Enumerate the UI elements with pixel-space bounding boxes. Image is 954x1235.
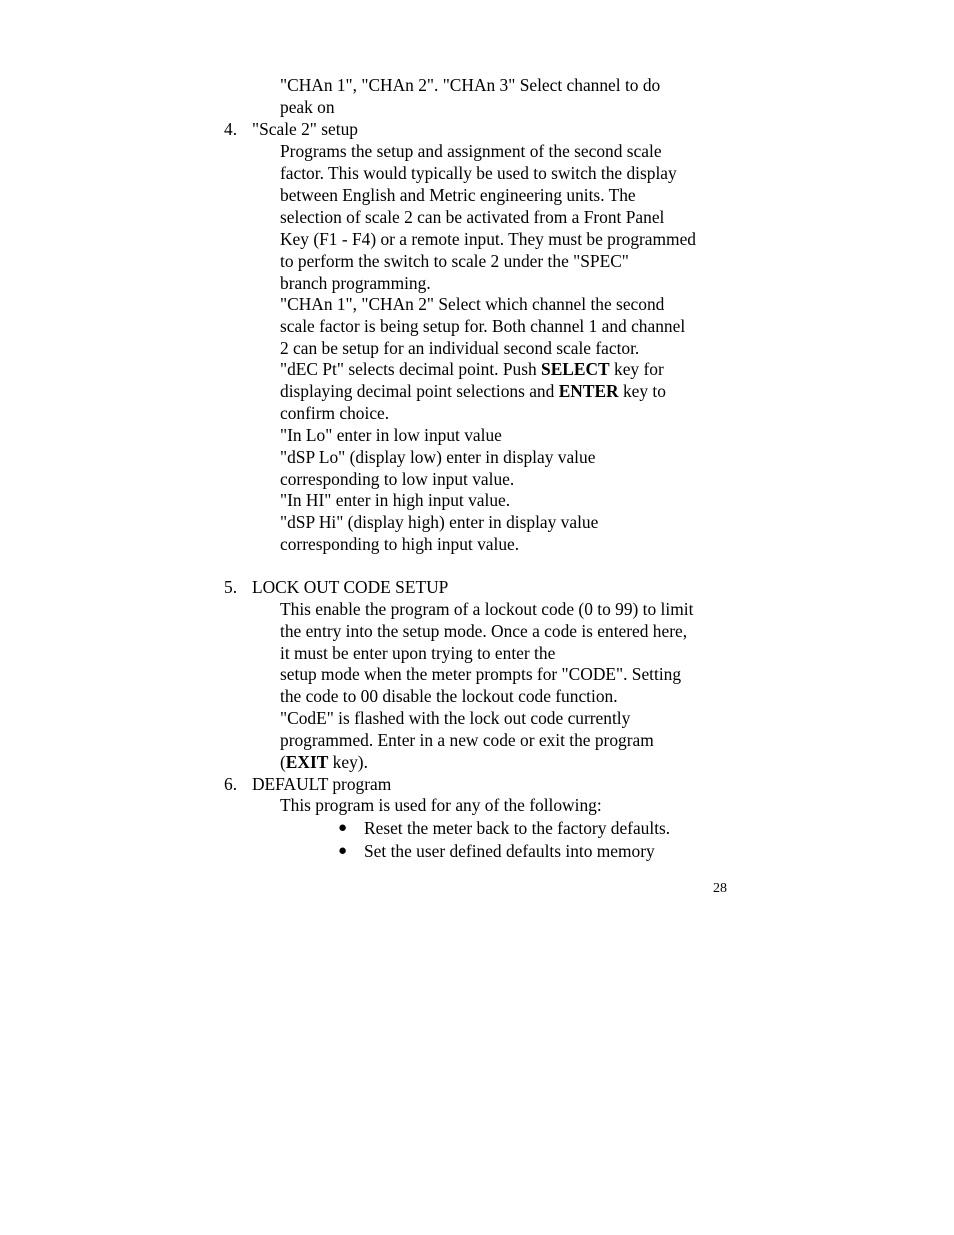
paragraph-line (280, 358, 664, 380)
paragraph-line: "dSP Hi" (display high) enter in display value (280, 512, 599, 532)
paragraph-line: confirm choice. (280, 403, 390, 423)
list-number: 5. (224, 577, 238, 597)
paragraph-line: "In HI" enter in high input value. (280, 490, 511, 510)
paragraph-line: programmed. Enter in a new code or exit the program (280, 730, 654, 750)
bullet-icon: ● (338, 820, 348, 836)
section-heading: "Scale 2" setup (252, 119, 358, 139)
paragraph-line: selection of scale 2 can be activated from a Front Panel (280, 207, 665, 227)
paragraph-line: Key (F1 - F4) or a remote input. They must be programmed (280, 229, 696, 249)
paragraph-line: branch programming. (280, 273, 431, 293)
intro-line: peak on (280, 97, 335, 117)
paragraph-line: between English and Metric engineering units. The (280, 185, 636, 205)
paragraph-line: "In Lo" enter in low input value (280, 425, 502, 445)
text: ( (280, 752, 286, 772)
text: key). (328, 752, 368, 772)
paragraph-line: "CodE" is flashed with the lock out code currently (280, 708, 631, 728)
text: "dEC Pt" selects decimal point. Push (280, 359, 542, 379)
text: key to (618, 381, 666, 401)
paragraph-line: corresponding to low input value. (280, 469, 515, 489)
paragraph-line: the entry into the setup mode. Once a code is entered here, (280, 621, 688, 641)
paragraph-line: "dSP Lo" (display low) enter in display value (280, 447, 596, 467)
bullet-item: Set the user defined defaults into memory (364, 841, 655, 861)
paragraph-line: 2 can be setup for an individual second scale factor. (280, 338, 640, 358)
paragraph-line: This enable the program of a lockout code (0 to 99) to limit (280, 599, 694, 619)
paragraph-line: Programs the setup and assignment of the second scale (280, 141, 662, 161)
paragraph-line: scale factor is being setup for. Both channel 1 and channel (280, 316, 686, 336)
paragraph-line: setup mode when the meter prompts for "CODE". Setting (280, 664, 682, 684)
intro-line: "CHAn 1", "CHAn 2". "CHAn 3" Select channel to do (280, 75, 661, 95)
bullet-item: Reset the meter back to the factory defaults. (364, 818, 671, 838)
text: key for (609, 359, 664, 379)
section-heading: LOCK OUT CODE SETUP (252, 577, 449, 597)
paragraph-line (280, 751, 368, 773)
paragraph-line: the code to 00 disable the lockout code function. (280, 686, 618, 706)
paragraph-line: to perform the switch to scale 2 under the "SPEC" (280, 251, 629, 271)
paragraph-line (280, 380, 666, 402)
enter-key-label: ENTER (558, 381, 619, 401)
paragraph-line: "CHAn 1", "CHAn 2" Select which channel the second (280, 294, 665, 314)
page-number: 28 (713, 881, 727, 896)
section-heading: DEFAULT program (252, 774, 392, 794)
list-number: 4. (224, 119, 238, 139)
paragraph-line: it must be enter upon trying to enter the (280, 643, 556, 663)
paragraph-line: factor. This would typically be used to switch the display (280, 163, 677, 183)
exit-key-label: EXIT (285, 752, 329, 772)
paragraph-line: This program is used for any of the following: (280, 795, 602, 815)
select-key-label: SELECT (541, 359, 610, 379)
list-number: 6. (224, 774, 238, 794)
text: displaying decimal point selections and (280, 381, 559, 401)
bullet-icon: ● (338, 843, 348, 859)
paragraph-line: corresponding to high input value. (280, 534, 520, 554)
